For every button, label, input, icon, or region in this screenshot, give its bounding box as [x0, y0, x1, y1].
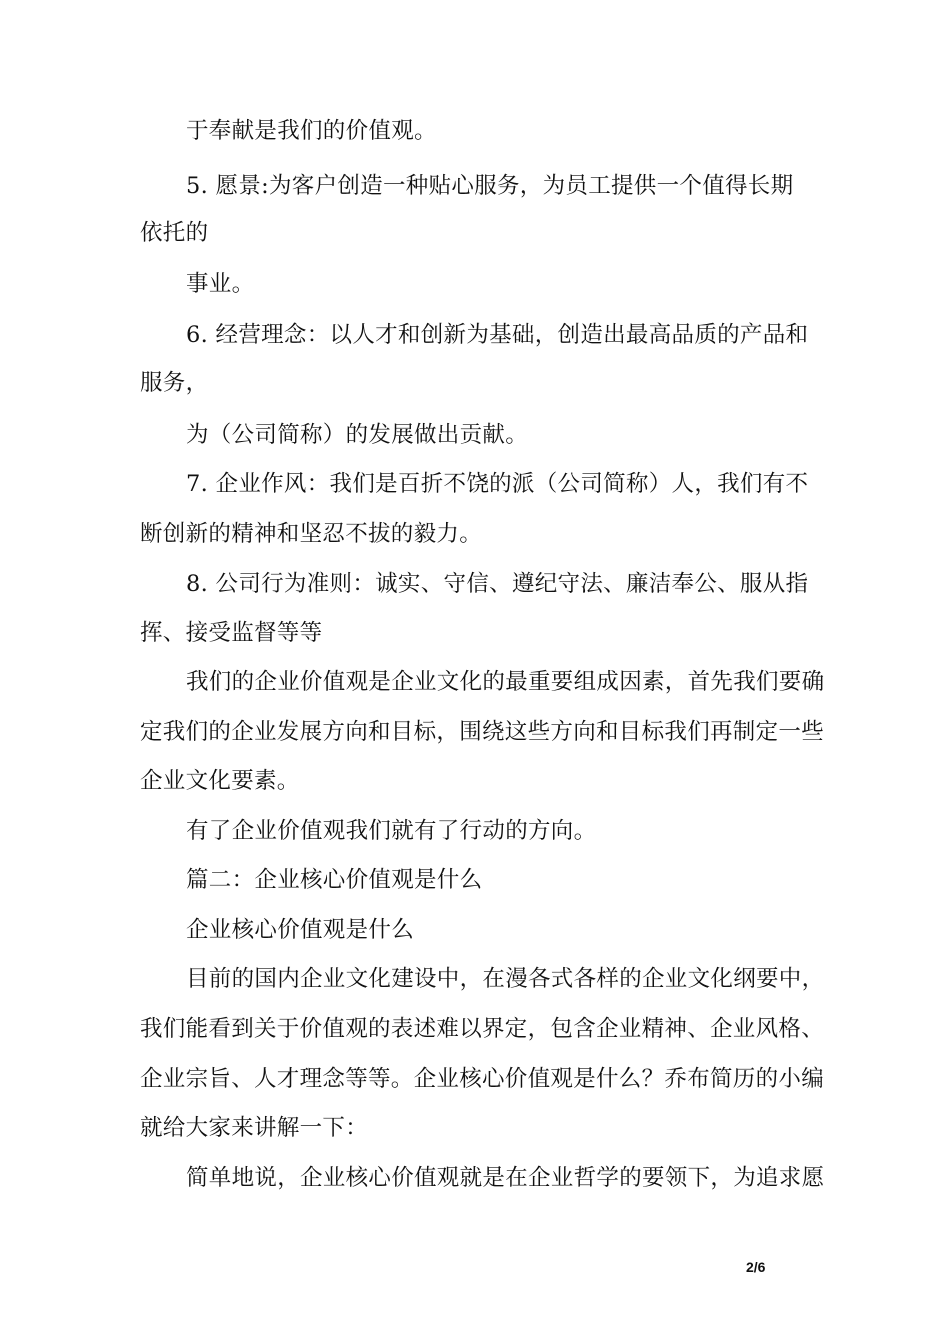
text-line: 5. 愿景:为客户创造一种贴心服务，为员工提供一个值得长期 [186, 173, 794, 199]
text-line: 8. 公司行为准则：诚实、守信、遵纪守法、廉洁奉公、服从指 [186, 571, 809, 597]
text-line: 企业宗旨、人才理念等等。企业核心价值观是什么？乔布简历的小编 [140, 1066, 825, 1092]
section-heading: 篇二：企业核心价值观是什么 [186, 867, 483, 893]
text-line: 为（公司简称）的发展做出贡献。 [186, 422, 529, 448]
text-line: 6. 经营理念：以人才和创新为基础，创造出最高品质的产品和 [186, 322, 809, 348]
text-line: 企业文化要素。 [140, 768, 300, 794]
text-line: 挥、接受监督等等 [140, 620, 323, 646]
text-line: 7. 企业作风：我们是百折不饶的派（公司简称）人，我们有不 [186, 471, 809, 497]
page-number: 2/6 [746, 1259, 766, 1275]
text-line: 简单地说，企业核心价值观就是在企业哲学的要领下，为追求愿 [186, 1165, 825, 1191]
text-line: 服务， [140, 370, 209, 396]
text-line: 依托的 [140, 220, 209, 246]
text-line: 我们的企业价值观是企业文化的最重要组成因素，首先我们要确 [186, 669, 825, 695]
text-line: 目前的国内企业文化建设中，在漫各式各样的企业文化纲要中， [186, 966, 825, 992]
text-line: 于奉献是我们的价值观。 [186, 118, 437, 144]
text-line: 定我们的企业发展方向和目标，围绕这些方向和目标我们再制定一些 [140, 719, 825, 745]
text-line: 就给大家来讲解一下： [140, 1115, 369, 1141]
text-line: 断创新的精神和坚忍不拔的毅力。 [140, 521, 483, 547]
text-line: 有了企业价值观我们就有了行动的方向。 [186, 818, 597, 844]
section-subheading: 企业核心价值观是什么 [186, 917, 415, 943]
text-line: 我们能看到关于价值观的表述难以界定，包含企业精神、企业风格、 [140, 1016, 825, 1042]
text-line: 事业。 [186, 271, 255, 297]
